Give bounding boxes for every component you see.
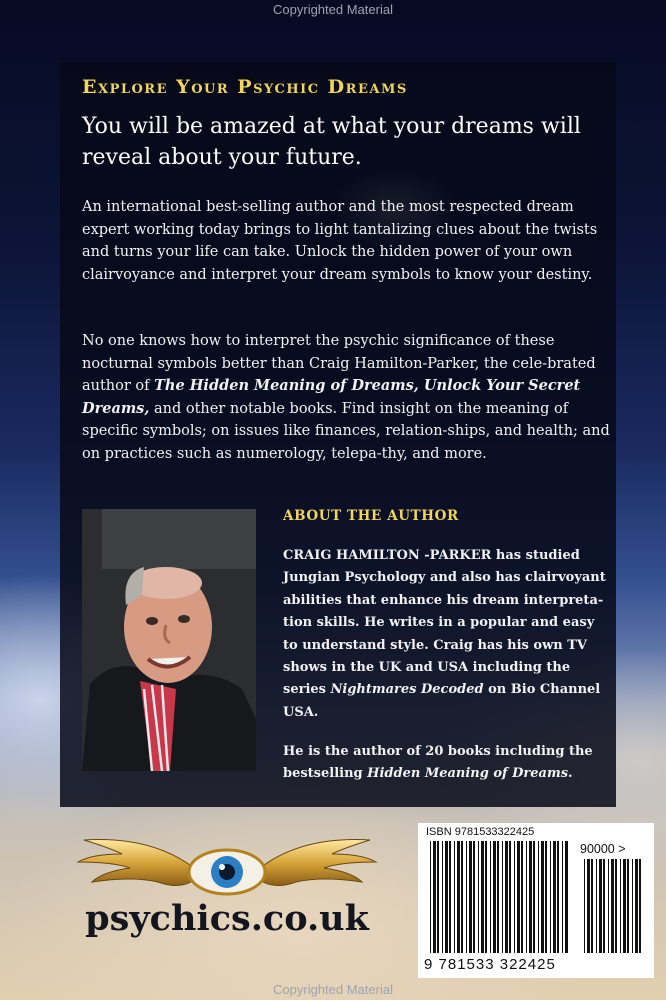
bestseller-title: Hidden Meaning of Dreams xyxy=(367,766,569,782)
watermark-top: Copyrighted Material xyxy=(273,2,393,17)
about-author-paragraph-1 xyxy=(283,545,613,724)
description-paragraph-1: An international best-selling author and the most respected dream expert working today brings to light tantalizing clues about the twists and turns your life can take. Unlock the hidden power of your own clairvoyance and interpret your dream symbols to know your destiny. xyxy=(82,199,598,283)
paragraph-2-text-a: No one knows how to interpret the psychic significance of these nocturnal symbols better than Craig Hamilton-Parker, the cele-brated author of xyxy=(82,333,596,394)
book-titles: The Hidden Meaning of Dreams, Unlock Your Secret Dreams, xyxy=(82,377,581,417)
barcode-bars xyxy=(418,823,654,978)
description-paragraph-2 xyxy=(82,330,612,465)
author-photo xyxy=(82,509,256,771)
about-author-paragraph-2 xyxy=(283,741,613,786)
about-text-a: CRAIG HAMILTON -PARKER has studied Jungian Psychology and also has clairvoyant abilities that enhance his dream interpreta-tion skills. He writes in a popular and easy to understand style. Craig has his own TV shows in the UK and USA including the series xyxy=(283,548,606,698)
main-heading: Explore Your Psychic Dreams xyxy=(82,76,408,98)
tagline: You will be amazed at what your dreams will reveal about your future. xyxy=(82,114,581,170)
price-code: 90000 > xyxy=(580,842,626,856)
about2-text-b: . xyxy=(568,766,573,782)
about2-text-a: He is the author of 20 books including the bestselling xyxy=(283,744,593,782)
watermark-bottom: Copyrighted Material xyxy=(273,982,393,997)
barcode-digits: 9 781533 322425 xyxy=(424,956,556,973)
website-url: psychics.co.uk xyxy=(85,898,369,939)
about-author-heading: ABOUT THE AUTHOR xyxy=(283,508,459,524)
barcode-block xyxy=(418,823,654,978)
about-text-b: on Bio Channel USA. xyxy=(283,682,601,720)
paragraph-2-text-b: and other notable books. Find insight on the meaning of specific symbols; on issues like finances, relation-ships, and health; and on practices such as numerology, telepa-thy, and more. xyxy=(82,400,610,462)
isbn-label: ISBN 9781533322425 xyxy=(426,826,535,838)
show-title: Nightmares Decoded xyxy=(330,682,484,698)
